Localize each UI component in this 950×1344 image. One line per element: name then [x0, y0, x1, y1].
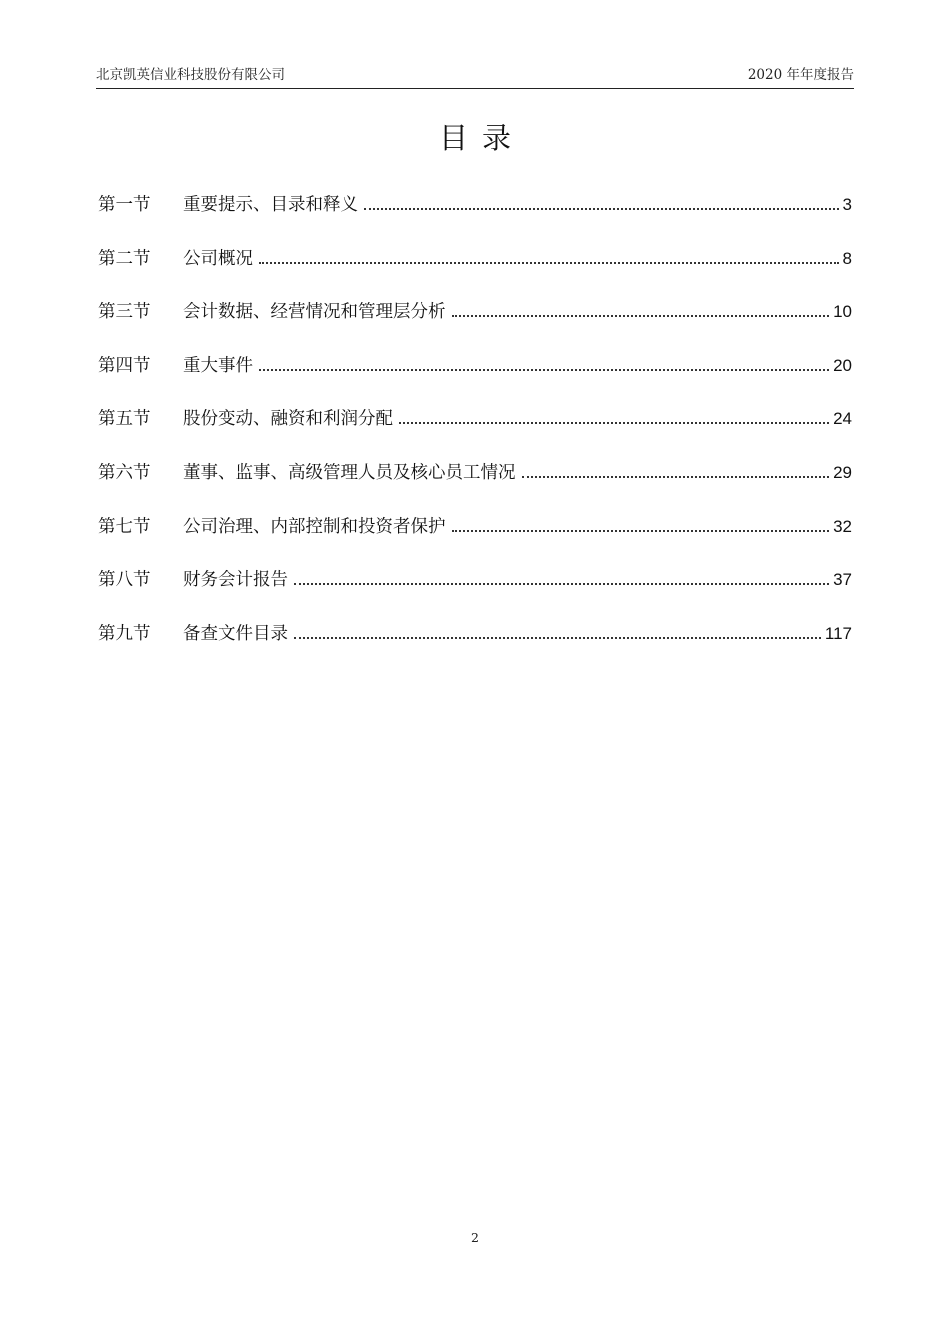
toc-page-number: 8 [842, 248, 852, 268]
toc-section-title: 公司概况 [183, 248, 253, 269]
toc-section-label: 第九节 [98, 623, 151, 644]
toc-entry-9[interactable] [98, 619, 852, 673]
toc-section-label: 第四节 [98, 355, 151, 376]
toc-dot-leader [364, 207, 839, 210]
toc-section-label: 第二节 [98, 248, 151, 269]
page-header [96, 66, 854, 89]
toc-dot-leader [294, 582, 829, 585]
toc-dot-leader [452, 529, 830, 532]
toc-section-title: 备查文件目录 [183, 623, 288, 644]
toc-page-number: 20 [833, 355, 852, 375]
toc-entry-4[interactable] [98, 351, 852, 405]
toc-section-title: 公司治理、内部控制和投资者保护 [183, 516, 446, 537]
toc-dot-leader [399, 421, 829, 424]
toc-section-title: 股份变动、融资和利润分配 [183, 409, 393, 430]
toc-page-number: 3 [842, 195, 852, 214]
toc-entry-3[interactable] [98, 297, 852, 351]
toc-section-label: 第一节 [98, 195, 151, 215]
toc-page-number: 117 [824, 623, 852, 643]
table-of-contents [98, 190, 852, 672]
toc-section-title: 会计数据、经营情况和管理层分析 [183, 302, 446, 323]
toc-dot-leader [452, 314, 830, 317]
toc-page-number: 37 [833, 570, 852, 590]
toc-dot-leader [294, 636, 821, 639]
toc-page-number: 32 [833, 516, 852, 536]
toc-dot-leader [259, 368, 829, 371]
toc-section-title: 财务会计报告 [183, 570, 288, 591]
toc-dot-leader [522, 475, 830, 478]
page-number: 2 [471, 1230, 479, 1245]
toc-section-label: 第八节 [98, 570, 151, 591]
toc-page-number: 24 [833, 409, 852, 429]
toc-entry-2[interactable] [98, 244, 852, 298]
toc-entry-1[interactable] [98, 190, 852, 244]
toc-section-label: 第五节 [98, 409, 151, 430]
toc-section-label: 第三节 [98, 302, 151, 323]
toc-entry-6[interactable] [98, 458, 852, 512]
toc-dot-leader [259, 261, 839, 264]
toc-section-label: 第六节 [98, 462, 151, 483]
toc-entry-5[interactable] [98, 404, 852, 458]
toc-section-title: 董事、监事、高级管理人员及核心员工情况 [183, 462, 516, 483]
toc-section-title: 重大事件 [183, 355, 253, 376]
toc-page-number: 10 [833, 302, 852, 322]
toc-entry-8[interactable] [98, 565, 852, 619]
header-company-name: 北京凯英信业科技股份有限公司 [96, 67, 285, 83]
header-report-name: 2020 年年度报告 [747, 67, 854, 83]
page-title: 目录 [438, 121, 525, 155]
toc-entry-7[interactable] [98, 512, 852, 566]
toc-page-number: 29 [833, 462, 852, 482]
toc-section-title: 重要提示、目录和释义 [183, 195, 358, 215]
toc-section-label: 第七节 [98, 516, 151, 537]
